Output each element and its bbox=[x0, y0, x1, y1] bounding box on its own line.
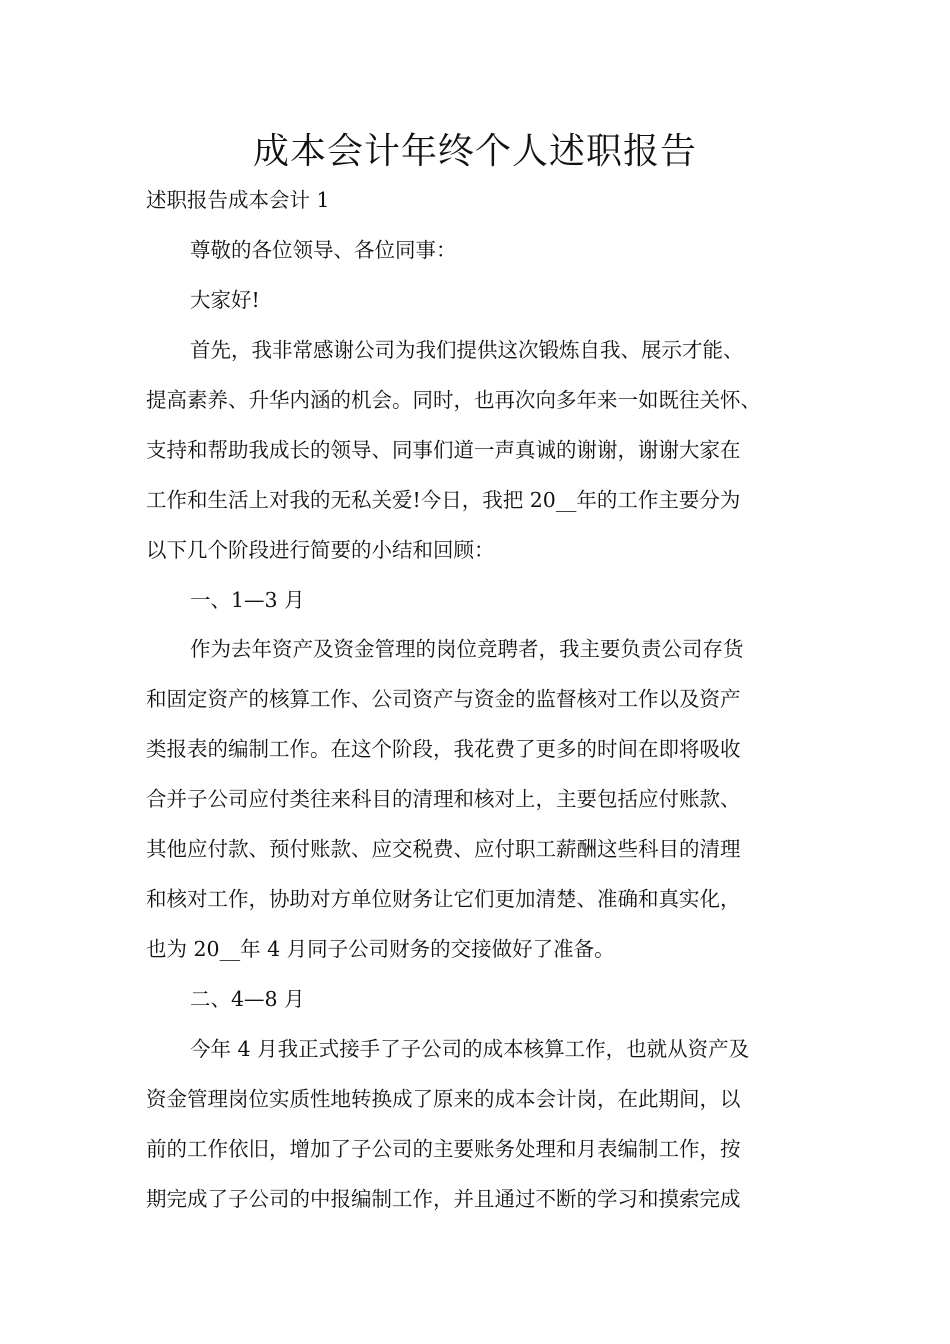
subheading-line: 二、4—8 月 bbox=[190, 987, 305, 1011]
salutation-line: 尊敬的各位领导、各位同事： bbox=[190, 238, 457, 262]
section-heading-line: 述职报告成本会计 1 bbox=[146, 188, 330, 212]
body-line: 工作和生活上对我的无私关爱!今日，我把 20__年的工作主要分为 bbox=[146, 488, 741, 512]
body-line: 也为 20__年 4 月同子公司财务的交接做好了准备。 bbox=[146, 937, 615, 961]
body-line: 期完成了子公司的中报编制工作，并且通过不断的学习和摸索完成 bbox=[146, 1187, 741, 1211]
body-line: 首先，我非常感谢公司为我们提供这次锻炼自我、展示才能、 bbox=[190, 338, 744, 362]
body-line: 提高素养、升华内涵的机会。同时，也再次向多年来一如既往关怀、 bbox=[146, 388, 761, 412]
body-line: 资金管理岗位实质性地转换成了原来的成本会计岗，在此期间，以 bbox=[146, 1087, 741, 1111]
body-line: 合并子公司应付类往来科目的清理和核对上，主要包括应付账款、 bbox=[146, 787, 741, 811]
document-title: 成本会计年终个人述职报告 bbox=[252, 131, 697, 172]
body-line: 前的工作依旧，增加了子公司的主要账务处理和月表编制工作，按 bbox=[146, 1137, 741, 1161]
body-line: 和固定资产的核算工作、公司资产与资金的监督核对工作以及资产 bbox=[146, 687, 741, 711]
body-line: 支持和帮助我成长的领导、同事们道一声真诚的谢谢，谢谢大家在 bbox=[146, 438, 741, 462]
subheading-line: 一、1—3 月 bbox=[190, 588, 305, 612]
body-line: 今年 4 月我正式接手了子公司的成本核算工作，也就从资产及 bbox=[190, 1037, 750, 1061]
body-line: 作为去年资产及资金管理的岗位竞聘者，我主要负责公司存货 bbox=[190, 637, 744, 661]
body-line: 类报表的编制工作。在这个阶段，我花费了更多的时间在即将吸收 bbox=[146, 737, 741, 761]
greeting-line: 大家好! bbox=[190, 288, 260, 312]
body-line: 以下几个阶段进行简要的小结和回顾： bbox=[146, 538, 495, 562]
body-line: 其他应付款、预付账款、应交税费、应付职工薪酬这些科目的清理 bbox=[146, 837, 741, 861]
body-line: 和核对工作，协助对方单位财务让它们更加清楚、准确和真实化， bbox=[146, 887, 741, 911]
